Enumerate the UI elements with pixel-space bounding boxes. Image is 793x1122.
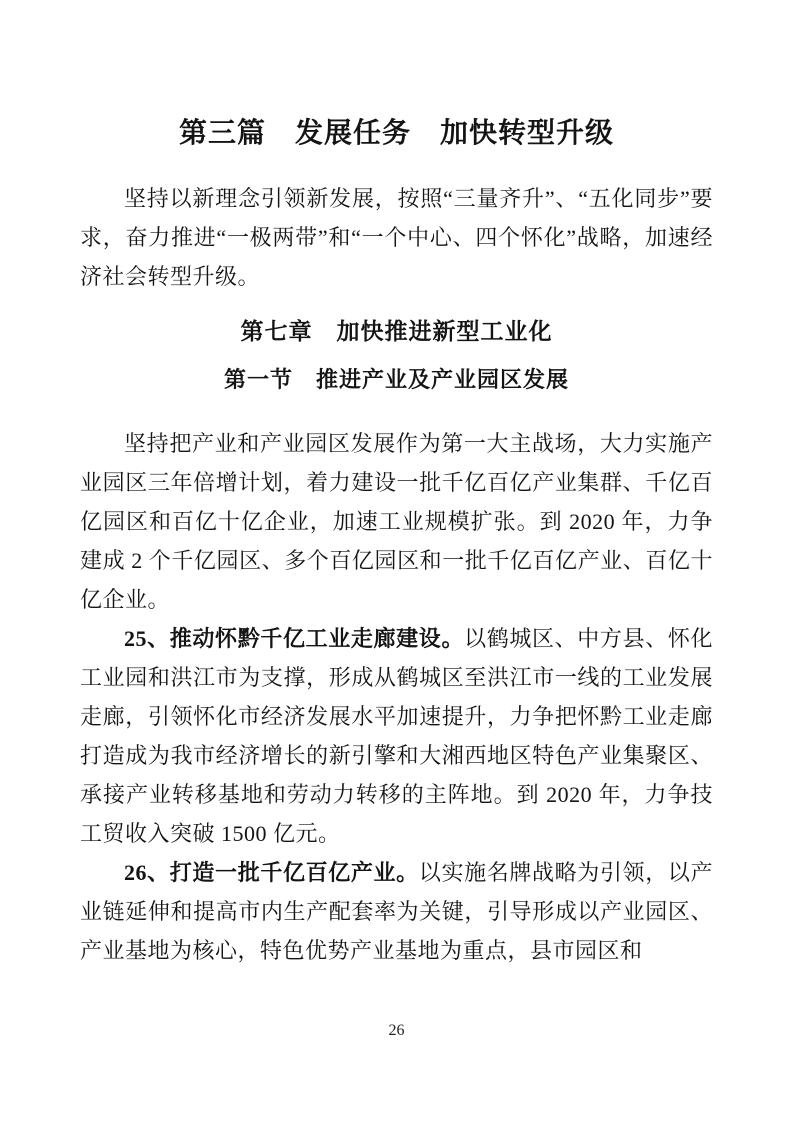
paragraph-overview-text: 坚持把产业和产业园区发展作为第一大主战场，大力实施产业园区三年倍增计划，着力建设一批千亿百亿产业集群、千亿百亿园区和百亿十亿企业，加速工业规模扩张。到 2020 年，力争建成 2 个千亿园区、多个百亿园区和一批千亿百亿产业、百亿十亿企业。 — [80, 431, 713, 612]
item-26-lead: 26、打造一批千亿百亿产业。 — [124, 860, 419, 885]
chapter-heading: 第七章 加快推进新型工业化 — [240, 318, 553, 344]
page-number: 26 — [388, 1022, 405, 1039]
item-25-lead: 25、推动怀黔千亿工业走廊建设。 — [124, 626, 465, 651]
intro-paragraph — [80, 179, 713, 296]
paragraph-item-25 — [80, 619, 713, 853]
intro-paragraph-text: 坚持以新理念引领新发展，按照“三量齐升”、“五化同步”要求，奋力推进“一极两带”和“一个中心、四个怀化”战略，加速经济社会转型升级。 — [80, 186, 713, 289]
item-25-text: 以鹤城区、中方县、怀化工业园和洪江市为支撑，形成从鹤城区至洪江市一线的工业发展走廊，引领怀化市经济发展水平加速提升，力争把怀黔工业走廊打造成为我市经济增长的新引擎和大湘西地区特色产业集聚区、承接产业转移基地和劳动力转移的主阵地。到 2020 年，力争技工贸收入突破 1500 亿元。 — [80, 626, 713, 846]
paragraph-item-26 — [80, 853, 713, 970]
document-title: 第三篇 发展任务 加快转型升级 — [178, 118, 614, 149]
item-26-text: 以实施名牌战略为引领，以产业链延伸和提高市内生产配套率为关键，引导形成以产业园区、产业基地为核心，特色优势产业基地为重点，县市园区和 — [80, 860, 713, 963]
section-heading: 第一节 推进产业及产业园区发展 — [223, 367, 569, 392]
paragraph-overview — [80, 424, 713, 619]
